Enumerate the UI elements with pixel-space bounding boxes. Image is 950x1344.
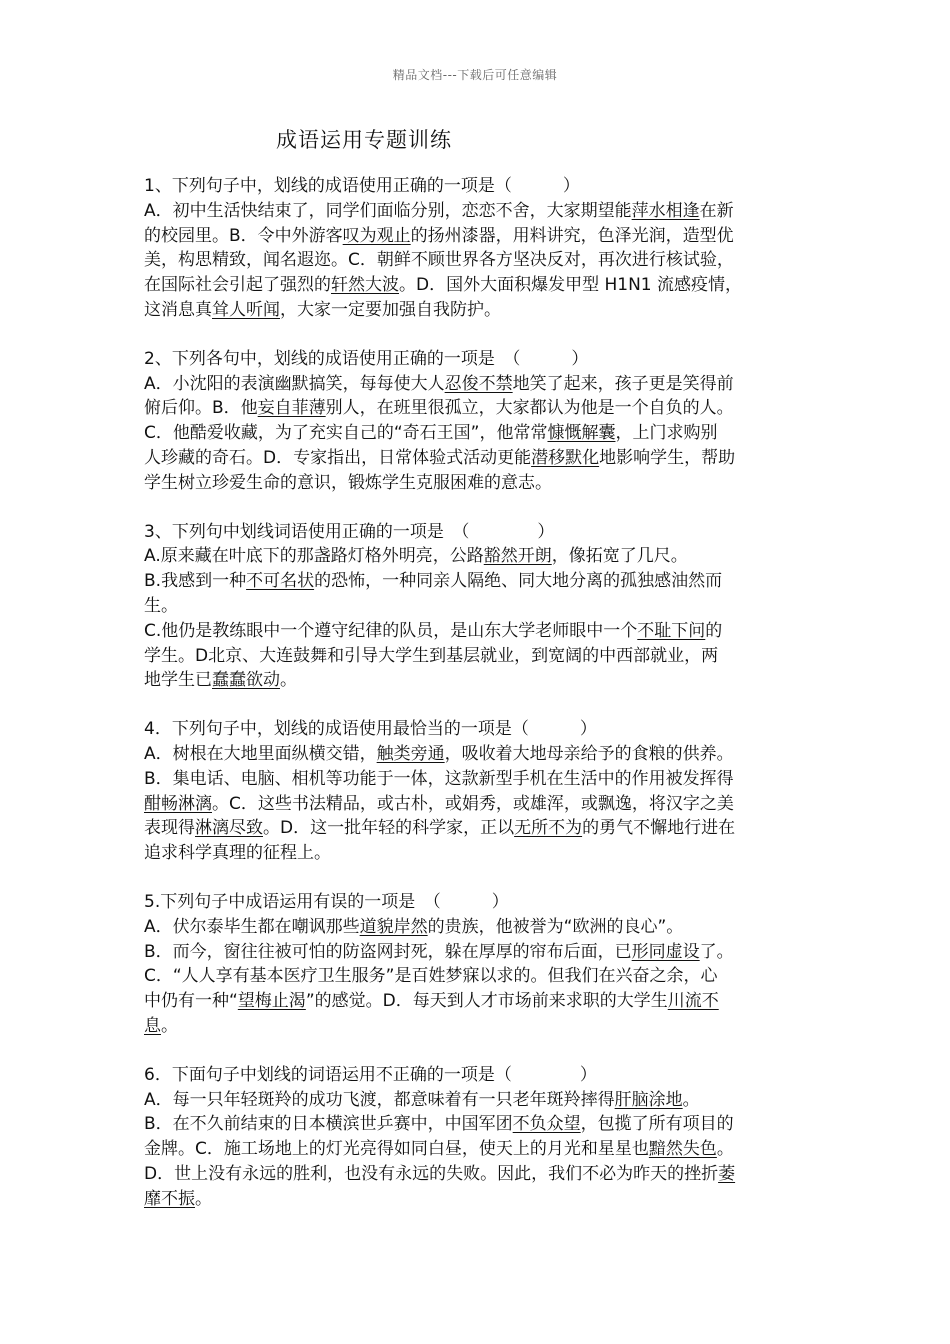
underlined-idiom: 轩然大波 bbox=[331, 275, 399, 296]
page-title: 成语运用专题训练 bbox=[276, 128, 452, 152]
text-segment: A．树根在大地里面纵横交错， bbox=[144, 743, 377, 764]
underlined-idiom: 川流不 bbox=[667, 991, 719, 1012]
text-segment: 这消息真 bbox=[144, 299, 212, 320]
underlined-idiom: 黯然失色 bbox=[648, 1139, 717, 1160]
text-segment: 别人，在班里很孤立，大家都认为他是一个自负的人。 bbox=[325, 398, 734, 419]
text-segment: 地笑了起来，孩子更是笑得前 bbox=[512, 373, 734, 394]
underlined-idiom: 豁然开朗 bbox=[483, 546, 552, 567]
text-segment: 人珍藏的奇石。D．专家指出，日常体验式活动更能 bbox=[144, 447, 532, 468]
text-segment: 3、下列句中划线词语使用正确的一项是 （ ） bbox=[144, 521, 555, 542]
question-line bbox=[144, 816, 812, 841]
text-segment: 4．下列句子中，划线的成语使用最恰当的一项是（ ） bbox=[144, 719, 597, 740]
text-segment: A．伏尔泰毕生都在嘲讽那些 bbox=[144, 916, 360, 937]
question-line bbox=[144, 347, 812, 372]
text-segment: B.我感到一种 bbox=[144, 571, 247, 592]
question-line bbox=[144, 940, 812, 965]
question-line bbox=[144, 248, 812, 273]
question-5 bbox=[144, 890, 812, 1039]
text-segment: 。 bbox=[280, 670, 297, 691]
underlined-idiom: 忍俊不禁 bbox=[444, 373, 513, 394]
question-line bbox=[144, 915, 812, 940]
underlined-idiom: 叹为观止 bbox=[342, 225, 411, 246]
text-segment: 美，构思精致，闻名遐迩。C．朝鲜不顾世界各方坚决反对，再次进行核试验， bbox=[144, 250, 734, 271]
underlined-idiom: 形同虚设 bbox=[631, 941, 700, 962]
underlined-idiom: 息 bbox=[144, 1015, 161, 1036]
text-segment: A．初中生活快结束了，同学们面临分别，恋恋不舍，大家期望能 bbox=[144, 200, 632, 221]
text-segment: 。D．国外大面积爆发甲型 H1N1 流感疫情， bbox=[399, 275, 743, 296]
underlined-idiom: 靡不振 bbox=[144, 1188, 195, 1209]
text-segment: 。D．这一批年轻的科学家，正以 bbox=[263, 818, 515, 839]
text-segment: 。 bbox=[195, 1188, 212, 1209]
question-1 bbox=[144, 174, 812, 323]
text-segment: ，大家一定要加强自我防护。 bbox=[280, 299, 501, 320]
question-6 bbox=[144, 1063, 812, 1212]
text-segment: 在国际社会引起了强烈的 bbox=[144, 275, 331, 296]
question-line bbox=[144, 199, 812, 224]
text-segment: 的勇气不懈地行进在 bbox=[582, 818, 736, 839]
question-line bbox=[144, 742, 812, 767]
text-segment: 。 bbox=[716, 1139, 734, 1160]
text-segment: 地影响学生，帮助 bbox=[599, 447, 736, 468]
text-segment: 的贵族，他被誉为“欧洲的良心”。 bbox=[427, 916, 684, 937]
text-segment: 6．下面句子中划线的词语运用不正确的一项是（ ） bbox=[144, 1064, 597, 1085]
text-segment: 学生。D北京、大连鼓舞和引导大学生到基层就业，到宽阔的中西部就业，两 bbox=[144, 645, 719, 666]
question-line bbox=[144, 1162, 812, 1187]
page-header: 精品文档---下载后可任意编辑 bbox=[392, 68, 558, 82]
text-segment: C.他仍是教练眼中一个遵守纪律的队员，是山东大学老师眼中一个 bbox=[144, 620, 638, 641]
text-segment: B．在不久前结束的日本横滨世乒赛中，中国军团 bbox=[144, 1114, 513, 1135]
question-3 bbox=[144, 520, 812, 694]
question-line bbox=[144, 544, 812, 569]
question-line bbox=[144, 569, 812, 594]
underlined-idiom: 妄自菲薄 bbox=[257, 398, 326, 419]
text-segment: 地学生已 bbox=[144, 670, 212, 691]
question-line bbox=[144, 421, 812, 446]
underlined-idiom: 潜移默化 bbox=[531, 447, 600, 468]
text-segment: 表现得 bbox=[144, 818, 195, 839]
question-line bbox=[144, 396, 812, 421]
text-segment: 的扬州漆器，用料讲究，色泽光润，造型优 bbox=[410, 225, 734, 246]
question-2 bbox=[144, 347, 812, 496]
text-segment: 学生树立珍爱生命的意识，锻炼学生克服困难的意志。 bbox=[144, 472, 552, 493]
question-line bbox=[144, 1014, 812, 1039]
question-line bbox=[144, 668, 812, 693]
text-segment: 的校园里。B．令中外游客 bbox=[144, 225, 343, 246]
question-line bbox=[144, 989, 812, 1014]
text-segment: 的恐怖，一种同亲人隔绝、同大地分离的孤独感油然而 bbox=[314, 571, 723, 592]
question-line bbox=[144, 964, 812, 989]
text-segment: A．每一只年轻斑羚的成功飞渡，都意味着有一只老年斑羚摔得 bbox=[144, 1089, 615, 1110]
underlined-idiom: 不负众望 bbox=[512, 1114, 581, 1135]
text-segment: 的 bbox=[705, 620, 723, 641]
question-line bbox=[144, 520, 812, 545]
question-line bbox=[144, 273, 812, 298]
text-segment: 1、下列句子中，划线的成语使用正确的一项是（ ） bbox=[144, 176, 580, 196]
underlined-idiom: 萍水相逢 bbox=[631, 200, 700, 221]
text-segment: C．“人人享有基本医疗卫生服务”是百姓梦寐以求的。但我们在兴奋之余，心 bbox=[144, 966, 718, 987]
text-segment: 了。 bbox=[699, 941, 734, 962]
question-line bbox=[144, 298, 812, 323]
question-line bbox=[144, 1063, 812, 1088]
question-line bbox=[144, 619, 812, 644]
underlined-idiom: 无所不为 bbox=[514, 818, 583, 839]
question-line bbox=[144, 1137, 812, 1162]
question-line bbox=[144, 1112, 812, 1137]
underlined-idiom: 道貌岸然 bbox=[359, 916, 428, 937]
text-segment: ，上门求购别 bbox=[615, 423, 718, 444]
text-segment: 中仍有一种“ bbox=[144, 991, 238, 1012]
text-segment: 。 bbox=[682, 1089, 700, 1110]
underlined-idiom: 触类旁通 bbox=[376, 743, 445, 764]
underlined-idiom: 蠢蠢欲动 bbox=[212, 670, 280, 691]
question-line bbox=[144, 372, 812, 397]
question-line bbox=[144, 174, 812, 199]
text-segment: A．小沈阳的表演幽默搞笑，每每使大人 bbox=[144, 373, 445, 394]
text-segment: ”的感觉。D．每天到人才市场前来求职的大学生 bbox=[305, 991, 668, 1012]
question-line bbox=[144, 644, 812, 669]
underlined-idiom: 慷慨解囊 bbox=[547, 423, 616, 444]
question-line bbox=[144, 224, 812, 249]
text-segment: D．世上没有永远的胜利，也没有永远的失败。因此，我们不必为昨天的挫折 bbox=[144, 1163, 719, 1184]
question-line bbox=[144, 594, 812, 619]
underlined-idiom: 酣畅淋漓 bbox=[144, 793, 212, 814]
text-segment: 。 bbox=[161, 1015, 178, 1036]
question-line bbox=[144, 841, 812, 866]
question-line bbox=[144, 471, 812, 496]
text-segment: C．他酷爱收藏，为了充实自己的“奇石王国”，他常常 bbox=[144, 423, 548, 444]
underlined-idiom: 肝脑涂地 bbox=[614, 1089, 683, 1110]
text-segment: 在新 bbox=[699, 200, 734, 221]
text-segment: 生。 bbox=[144, 595, 178, 616]
text-segment: 2、下列各句中，划线的成语使用正确的一项是 （ ） bbox=[144, 348, 589, 369]
text-segment: A.原来藏在叶底下的那盏路灯格外明亮，公路 bbox=[144, 546, 484, 567]
text-segment: B．集电话、电脑、相机等功能于一体，这款新型手机在生活中的作用被发挥得 bbox=[144, 768, 734, 789]
text-segment: 。C．这些书法精品，或古朴，或娟秀，或雄浑，或飘逸，将汉字之美 bbox=[212, 793, 734, 814]
underlined-idiom: 萎 bbox=[718, 1163, 736, 1184]
question-line bbox=[144, 792, 812, 817]
underlined-idiom: 耸人听闻 bbox=[212, 299, 280, 320]
question-line bbox=[144, 1088, 812, 1113]
question-line bbox=[144, 717, 812, 742]
text-segment: 追求科学真理的征程上。 bbox=[144, 843, 331, 864]
question-line bbox=[144, 446, 812, 471]
underlined-idiom: 不可名状 bbox=[246, 571, 315, 592]
question-line bbox=[144, 890, 812, 915]
text-segment: B．而今，窗往往被可怕的防盗网封死，躲在厚厚的帘布后面，已 bbox=[144, 941, 632, 962]
question-4 bbox=[144, 717, 812, 866]
text-segment: ，包揽了所有项目的 bbox=[580, 1114, 734, 1135]
question-line bbox=[144, 1187, 812, 1212]
text-segment: 5.下列句子中成语运用有误的一项是 （ ） bbox=[144, 891, 509, 912]
question-line bbox=[144, 767, 812, 792]
text-segment: ，像拓宽了几尺。 bbox=[551, 546, 688, 567]
question-list bbox=[144, 174, 812, 1235]
underlined-idiom: 望梅止渴 bbox=[237, 991, 306, 1012]
text-segment: 俯后仰。B．他 bbox=[144, 398, 258, 419]
underlined-idiom: 淋漓尽致 bbox=[195, 818, 263, 839]
underlined-idiom: 不耻下问 bbox=[637, 620, 706, 641]
text-segment: ，吸收着大地母亲给予的食粮的供养。 bbox=[444, 743, 734, 764]
text-segment: 金牌。C．施工场地上的灯光亮得如同白昼，使天上的月光和星星也 bbox=[144, 1139, 649, 1160]
